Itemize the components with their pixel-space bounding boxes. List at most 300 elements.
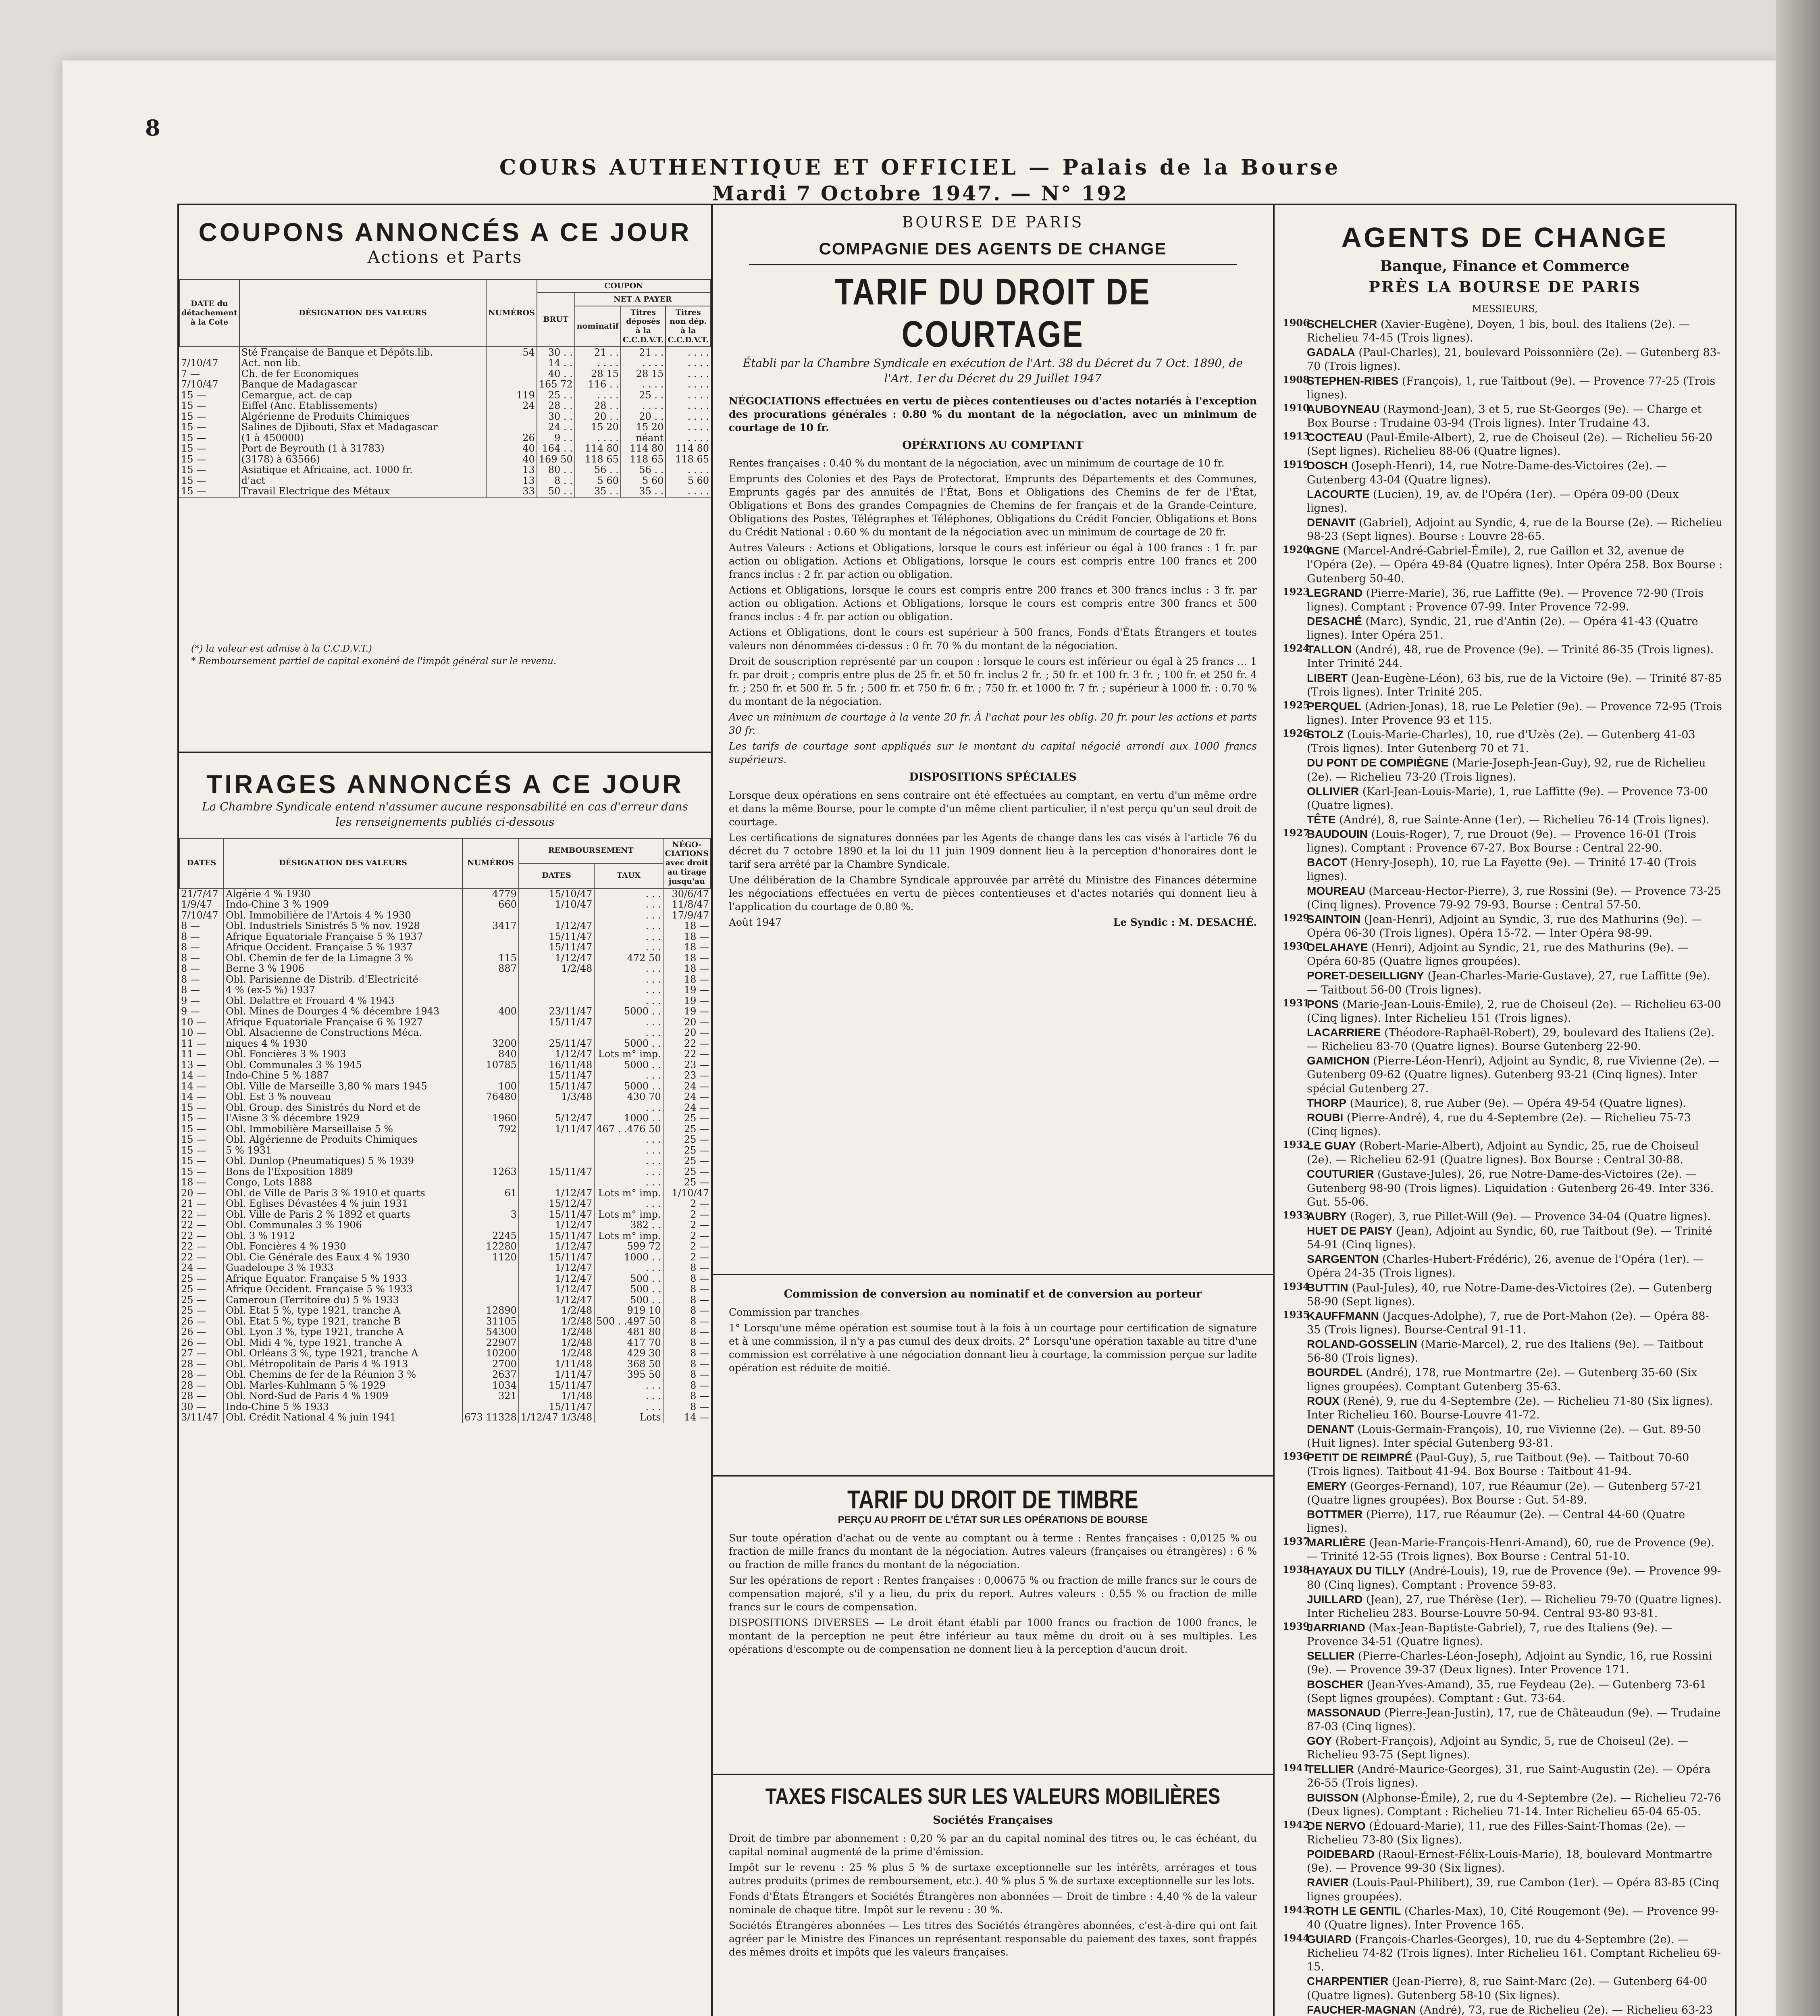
agent-details: (Henri), Adjoint au Syndic, 21, rue des Mathurins (9e). — Opéra 60-85 (Quatre lignes groupées). xyxy=(1307,941,1689,968)
agent-details: (Robert-Marie-Albert), Adjoint au Syndic, 25, rue de Choiseul (2e). — Richelieu 62-91 (Quatre lignes). Box Bourse : Central 30-88. xyxy=(1307,1140,1699,1166)
table-cell: 12280 xyxy=(462,1241,519,1252)
table-cell xyxy=(519,996,594,1006)
table-cell: Berne 3 % 1906 xyxy=(224,963,462,974)
table-row xyxy=(179,1177,711,1188)
agent-year: 1925 xyxy=(1283,699,1310,711)
table-cell: 15/11/47 xyxy=(519,1380,594,1391)
table-cell: Obl. Etat 5 %, type 1921, tranche A xyxy=(224,1305,462,1316)
table-cell: 15/11/47 xyxy=(519,1081,594,1092)
agent-entry xyxy=(1283,1507,1723,1535)
agent-name: OLLIVIER xyxy=(1307,785,1359,798)
agent-entry xyxy=(1283,544,1723,585)
agent-year xyxy=(1283,1677,1307,1706)
table-cell: 7/10/47 xyxy=(181,379,218,390)
table-cell: Lots xyxy=(594,1412,663,1423)
agent-year: 1935 xyxy=(1283,1308,1310,1320)
agent-name: DELAHAYE xyxy=(1307,941,1368,954)
table-cell: 25 . . xyxy=(537,390,575,401)
table-cell: 15/11/47 xyxy=(519,931,594,942)
table-cell: 15 — xyxy=(181,400,206,411)
agent-year xyxy=(1283,1592,1307,1620)
agent-entry xyxy=(1283,912,1723,940)
table-cell: 7 — xyxy=(181,368,200,379)
agent-year xyxy=(1283,1224,1307,1252)
agent-name: LIBERT xyxy=(1307,671,1348,684)
table-cell: . . . . xyxy=(621,379,666,390)
table-cell: 17/9/47 xyxy=(663,910,711,921)
agent-year xyxy=(1283,1365,1307,1393)
table-cell: . . . xyxy=(594,1380,663,1391)
agent-entry xyxy=(1283,1252,1723,1280)
agent-name: TALLON xyxy=(1307,643,1352,656)
table-cell: 15 — xyxy=(181,486,206,497)
table-cell: Cemargue, act. de cap xyxy=(239,390,487,401)
table-cell: 8 — xyxy=(181,985,200,996)
table-cell: Obl. Industriels Sinistrés 5 % nov. 1928 xyxy=(224,921,462,931)
agent-year: 1942 xyxy=(1283,1818,1310,1831)
agents-subtitle: PRÈS LA BOURSE DE PARIS xyxy=(1369,278,1641,296)
table-cell: 2 — xyxy=(663,1231,711,1241)
agent-details: (Georges-Fernand), 107, rue Réaumur (2e). — Gutenberg 57-21 (Quatre lignes groupées). Box Bourse : Gut. 54-89. xyxy=(1307,1480,1702,1506)
table-cell: 8 — xyxy=(663,1327,711,1337)
table-cell: . . . xyxy=(594,1198,663,1209)
table-cell: 8 — xyxy=(663,1316,711,1327)
agent-details: (Pierre-Léon-Henri), Adjoint au Syndic, 8, rue Vivienne (2e). — Gutenberg 09-62 (Quatre lignes). Gutenberg 93-21 (Cinq lignes). Inter spécial Gutenberg 27. xyxy=(1307,1055,1720,1095)
table-cell: . . . . xyxy=(621,400,666,411)
table-cell: 28 — xyxy=(181,1391,206,1402)
table-cell: Ch. de fer Economiques xyxy=(239,369,487,379)
table-cell: 5000 . . xyxy=(594,1038,663,1049)
table-cell: 3417 xyxy=(462,921,519,931)
agent-name: RAVIER xyxy=(1307,1876,1349,1889)
table-cell: 31105 xyxy=(462,1316,519,1327)
table-cell: Act. non lib. xyxy=(239,358,487,369)
table-cell: 15 — xyxy=(181,475,206,486)
table-cell: 18 — xyxy=(181,1177,206,1188)
table-row xyxy=(179,1060,711,1070)
agent-year: 1933 xyxy=(1283,1209,1310,1221)
agent-name: BUISSON xyxy=(1307,1791,1358,1804)
agent-details: (André-Maurice-Georges), 31, rue Saint-Augustin (2e). — Opéra 26-55 (Trois lignes). xyxy=(1307,1763,1711,1790)
table-cell xyxy=(462,985,519,996)
table-cell: . . . . xyxy=(666,369,711,379)
table-cell: (3178) à 63566) xyxy=(239,454,487,465)
table-cell xyxy=(462,1295,519,1306)
table-row xyxy=(179,390,711,401)
table-cell: 22 — xyxy=(181,1220,206,1231)
table-cell: 1/11/47 xyxy=(519,1124,594,1135)
agent-entry xyxy=(1283,1281,1723,1309)
table-cell: Obl. Dunlop (Pneumatiques) 5 % 1939 xyxy=(224,1156,462,1166)
table-cell: 5 60 xyxy=(621,475,666,486)
agent-details: (Lucien), 19, av. de l'Opéra (1er). — Opéra 09-00 (Deux lignes). xyxy=(1307,488,1679,514)
table-cell: 2637 xyxy=(462,1369,519,1380)
comptant-item: Autres Valeurs : Actions et Obligations, lorsque le cours est inférieur ou égal à 100 francs : 1 fr. par action ou obligation. Actions et Obligations, lorsque le cours est compris entre 100 francs et 200 francs inclus : 2 fr. par action ou obligation. xyxy=(729,542,1257,581)
table-cell: . . . xyxy=(594,888,663,900)
table-cell xyxy=(462,1017,519,1028)
table-cell: 13 — xyxy=(181,1059,206,1070)
table-cell: 1/12/47 xyxy=(519,1049,594,1060)
col-header: NUMÉROS xyxy=(486,279,537,347)
agent-entry xyxy=(1283,586,1723,614)
agent-name: PORET-DESEILLIGNY xyxy=(1307,969,1424,982)
table-cell: Obl. Nord-Sud de Paris 4 % 1909 xyxy=(224,1391,462,1402)
agent-details: (André), 48, rue de Provence (9e). — Trinité 86-35 (Trois lignes). Inter Trinité 244. xyxy=(1307,644,1714,670)
table-row xyxy=(179,963,711,974)
agent-name: SARGENTON xyxy=(1307,1253,1379,1266)
coupons-title: COUPONS ANNONCÉS A CE JOUR xyxy=(198,218,692,247)
table-row xyxy=(179,1327,711,1337)
table-cell: . . . xyxy=(594,1156,663,1166)
table-cell xyxy=(462,1134,519,1145)
tarif-subtitle: Établi par la Chambre Syndicale en exécution de l'Art. 38 du Décret du 7 Oct. 1890, de l'Art. 1er du Décret du 29 Juillet 1947 xyxy=(743,356,1243,385)
timbre-section xyxy=(713,1475,1273,1658)
table-cell: 26 — xyxy=(181,1316,206,1327)
fiscal-item: Impôt sur le revenu : 25 % plus 5 % de surtaxe exceptionnelle sur les intérêts, arrérages et tous autres produits (primes de remboursement, etc.). 40 % plus 5 % de surtaxe exceptionnelle sur les lots. xyxy=(729,1861,1257,1887)
agent-name: MOUREAU xyxy=(1307,884,1365,897)
col-header: REMBOURSEMENT xyxy=(519,838,663,863)
agent-name: DE NERVO xyxy=(1307,1819,1366,1832)
col-header: DÉSIGNATION DES VALEURS xyxy=(239,279,487,347)
comptant-item: Rentes françaises : 0.40 % du montant de la négociation, avec un minimum de courtage de 10 fr. xyxy=(729,457,1225,469)
table-cell: 15 — xyxy=(181,454,206,465)
table-cell: . . . . xyxy=(575,390,621,401)
table-cell: 14 . . xyxy=(537,358,575,369)
table-cell xyxy=(462,1220,519,1231)
table-cell: 22907 xyxy=(462,1337,519,1348)
table-cell xyxy=(462,1027,519,1038)
table-cell: 5000 . . xyxy=(594,1081,663,1092)
table-cell: 500 . .497 50 xyxy=(594,1316,663,1327)
table-cell: 1/12/47 xyxy=(519,1284,594,1295)
table-cell: (1 à 450000) xyxy=(239,433,487,444)
table-row xyxy=(179,1145,711,1156)
agent-year xyxy=(1283,1167,1307,1209)
table-cell: 8 — xyxy=(181,931,200,942)
agent-name: HAYAUX DU TILLY xyxy=(1307,1564,1406,1577)
agent-year xyxy=(1283,1337,1307,1365)
agent-details: (Jean-Charles-Marie-Gustave), 27, rue Laffitte (9e). — Taitbout 56-00 (Trois lignes). xyxy=(1307,970,1710,996)
agent-name: LE GUAY xyxy=(1307,1139,1356,1152)
table-cell: . . . xyxy=(594,963,663,974)
table-cell: 25 — xyxy=(181,1284,206,1295)
table-row xyxy=(179,1295,711,1306)
table-cell: 15 — xyxy=(181,411,206,422)
table-cell xyxy=(462,1156,519,1166)
table-cell: 54 xyxy=(486,347,537,358)
table-cell: Afrique Equatoriale Française 5 % 1937 xyxy=(224,931,462,942)
agent-details: (Maurice), 8, rue Auber (9e). — Opéra 49-54 (Quatre lignes). xyxy=(1350,1097,1687,1110)
table-cell: 430 70 xyxy=(594,1091,663,1102)
agent-year: 1944 xyxy=(1283,1932,1310,1944)
agent-entry xyxy=(1283,756,1723,784)
col-header: TAUX xyxy=(594,863,663,888)
table-cell: 1/1/48 xyxy=(519,1391,594,1402)
table-cell: 15 — xyxy=(181,1113,206,1124)
table-cell: 8 — xyxy=(181,974,200,985)
table-cell: 5000 . . xyxy=(594,1006,663,1017)
table-cell: 919 10 xyxy=(594,1305,663,1316)
agent-year xyxy=(1283,1025,1307,1054)
tirages-section xyxy=(179,752,711,1423)
table-cell: 8 — xyxy=(663,1348,711,1359)
table-cell: Lots m° imp. xyxy=(594,1231,663,1241)
table-row xyxy=(179,1049,711,1060)
agent-year xyxy=(1283,614,1307,642)
agent-details: (Marc), Syndic, 21, rue d'Antin (2e). — Opéra 41-43 (Quatre lignes). Inter Opéra 251. xyxy=(1307,615,1698,642)
table-cell: 28 — xyxy=(181,1369,206,1380)
table-row xyxy=(179,422,711,433)
table-row xyxy=(179,1391,711,1402)
table-cell: 20 — xyxy=(181,1187,206,1199)
table-cell: Obl. Cie Générale des Eaux 4 % 1930 xyxy=(224,1252,462,1263)
agent-details: (Pierre-Charles-Léon-Joseph), Adjoint au Syndic, 16, rue Rossini (9e). — Provence 39-37 (Deux lignes). Inter Provence 171. xyxy=(1307,1650,1712,1677)
table-cell: 26 — xyxy=(181,1327,206,1337)
agent-name: SCHELCHER xyxy=(1307,318,1377,330)
agent-entry xyxy=(1283,1904,1723,1932)
table-cell: 24 — xyxy=(663,1102,711,1113)
table-cell: 15 20 xyxy=(575,422,621,433)
agent-year xyxy=(1283,671,1307,699)
agent-entry xyxy=(1283,345,1723,373)
table-cell: . . . xyxy=(594,974,663,985)
agent-name: AUBOYNEAU xyxy=(1307,402,1380,415)
table-cell: 8 — xyxy=(181,942,200,953)
table-cell: 1/2/48 xyxy=(519,1305,594,1316)
agent-year xyxy=(1283,345,1307,373)
table-cell: 119 xyxy=(486,390,537,401)
table-cell: Obl. Orléans 3 %, type 1921, tranche A xyxy=(224,1348,462,1359)
table-cell: 15 — xyxy=(181,1156,206,1166)
agent-details: (André), 73, rue de Richelieu (2e). — Richelieu 63-23 xyxy=(1419,2004,1713,2016)
table-cell xyxy=(462,996,519,1006)
table-cell: 14 — xyxy=(663,1412,711,1423)
agent-name: STOLZ xyxy=(1307,728,1344,741)
table-cell xyxy=(486,369,537,379)
company-name: COMPAGNIE DES AGENTS DE CHANGE xyxy=(819,239,1167,258)
table-cell: 30 . . xyxy=(537,347,575,358)
agent-name: PERQUEL xyxy=(1307,700,1362,712)
agent-year: 1913 xyxy=(1283,430,1310,442)
table-cell: 472 50 xyxy=(594,953,663,964)
table-cell: 2 — xyxy=(663,1241,711,1252)
col-header: COUPON xyxy=(537,279,711,293)
agent-entry xyxy=(1283,1847,1723,1875)
agent-details: (Paul-Jules), 40, rue Notre-Dame-des-Victoires (2e). — Gutenberg 58-90 (Sept lignes). xyxy=(1307,1281,1712,1308)
table-cell: 15/11/47 xyxy=(519,1209,594,1220)
dispositions-item: Lorsque deux opérations en sens contraire ont été effectuées au comptant, en vertu d'un même ordre et dans la même Bourse, pour le compte d'un même client particulier, il n'est perçu qu'un seul droit de courtage. xyxy=(729,789,1257,828)
agent-details: (Jean), 27, rue Thérèse (1er). — Richelieu 79-70 (Quatre lignes). Inter Richelieu 283. Bourse-Louvre 50-94. Central 93-80 93-81. xyxy=(1307,1593,1722,1620)
table-cell: 25 — xyxy=(663,1145,711,1156)
table-row xyxy=(179,1380,711,1391)
agent-details: (François-Charles-Georges), 10, rue du 4-Septembre (2e). — Richelieu 74-82 (Trois lignes). Inter Richelieu 161. Comptant Richelieu 69-15. xyxy=(1307,1933,1721,1974)
messieurs-label: MESSIEURS, xyxy=(1472,303,1538,314)
table-row xyxy=(179,1305,711,1316)
table-cell: 673 11328 xyxy=(462,1412,519,1423)
table-cell: 118 65 xyxy=(621,454,666,465)
table-cell: 22 — xyxy=(181,1230,206,1241)
table-row xyxy=(179,1102,711,1113)
agent-entry xyxy=(1283,487,1723,515)
table-cell: 26 xyxy=(486,433,537,444)
table-cell xyxy=(462,931,519,942)
agent-details: (Jean-Henri), Adjoint au Syndic, 3, rue des Mathurins (9e). — Opéra 06-30 (Trois lignes). Opéra 15-72. — Inter Opéra 98-99. xyxy=(1307,913,1702,940)
table-row xyxy=(179,1412,711,1423)
agent-details: (Louis-Germain-François), 10, rue Vivienne (2e). — Gut. 89-50 (Huit lignes). Inter spécial Gutenberg 93-81. xyxy=(1307,1423,1701,1450)
table-row xyxy=(179,358,711,369)
agent-year: 1936 xyxy=(1283,1450,1310,1462)
tirages-subtitle: La Chambre Syndicale entend n'assumer aucune responsabilité en cas d'erreur dans les renseignements publiés ci-dessous xyxy=(202,800,688,829)
table-cell: . . . xyxy=(594,1145,663,1156)
table-cell: . . . . xyxy=(666,400,711,411)
agent-entry xyxy=(1283,374,1723,402)
agent-year xyxy=(1283,1252,1307,1280)
table-row xyxy=(179,953,711,964)
agent-details: (Marceau-Hector-Pierre), 3, rue Rossini (9e). — Provence 73-25 (Cinq lignes). Provence 79-92 79-93. Bourse : Central 57-50. xyxy=(1307,885,1721,911)
agent-entry xyxy=(1283,968,1723,997)
table-row xyxy=(179,996,711,1006)
agent-entry xyxy=(1283,1167,1723,1209)
table-cell: 30/6/47 xyxy=(663,888,711,900)
agent-entry xyxy=(1283,1564,1723,1592)
table-cell: . . . xyxy=(594,1402,663,1412)
agent-year xyxy=(1283,1649,1307,1677)
table-cell: 5 60 xyxy=(575,475,621,486)
agent-details: (Karl-Jean-Louis-Marie), 1, rue Laffitte (9e). — Provence 73-00 (Quatre lignes). xyxy=(1307,785,1708,812)
agent-details: (Alphonse-Émile), 2, rue du 4-Septembre (2e). — Richelieu 72-76 (Deux lignes). Comptant : Richelieu 71-14. Inter Richelieu 65-04 65-05. xyxy=(1307,1791,1721,1818)
agent-name: POIDEBARD xyxy=(1307,1848,1375,1861)
agent-entry xyxy=(1283,1620,1723,1649)
table-row xyxy=(179,1113,711,1124)
agent-year xyxy=(1283,1734,1307,1762)
col-header: Titres non dép. à la C.C.D.V.T. xyxy=(666,306,711,347)
agent-details: (Jean-Eugène-Léon), 63 bis, rue de la Victoire (9e). — Trinité 87-85 (Trois lignes). Inter Trinité 205. xyxy=(1307,672,1722,698)
coupons-note: (*) la valeur est admise à la C.C.D.V.T.) xyxy=(191,643,372,654)
table-cell: Indo-Chine 3 % 1909 xyxy=(224,899,462,910)
table-cell: Afrique Equator. Française 5 % 1933 xyxy=(224,1273,462,1284)
table-cell xyxy=(462,1177,519,1188)
table-cell: 15 — xyxy=(181,422,206,433)
table-cell: 20 . . xyxy=(575,411,621,422)
table-cell: 15 — xyxy=(181,1145,206,1156)
agent-name: BOSCHER xyxy=(1307,1678,1364,1691)
table-cell: 20 — xyxy=(663,1017,711,1028)
agent-entry xyxy=(1283,1734,1723,1762)
table-row xyxy=(179,921,711,931)
table-row xyxy=(179,1273,711,1284)
agent-year: 1924 xyxy=(1283,642,1310,654)
table-cell: 15/11/47 xyxy=(519,1017,594,1028)
table-cell: . . . . xyxy=(666,486,711,497)
table-cell: Eiffel (Anc. Etablissements) xyxy=(239,400,487,411)
agent-details: (Paul-Charles), 21, boulevard Poissonnière (2e). — Gutenberg 83-70 (Trois lignes). xyxy=(1307,346,1720,373)
table-cell: Obl. Parisienne de Distrib. d'Electricité xyxy=(224,974,462,985)
agent-entry xyxy=(1283,1932,1723,1974)
table-cell: 1/12/47 xyxy=(519,1188,594,1199)
table-cell: 2245 xyxy=(462,1231,519,1241)
table-cell xyxy=(519,1027,594,1038)
table-cell: . . . xyxy=(594,1134,663,1145)
bourse-kicker: BOURSE DE PARIS xyxy=(902,213,1084,231)
table-cell: Bons de l'Exposition 1889 xyxy=(224,1166,462,1177)
agent-entry xyxy=(1283,1110,1723,1139)
col-header: NET A PAYER xyxy=(575,293,711,306)
table-cell: 500 . . xyxy=(594,1273,663,1284)
agent-name: HUET DE PAISY xyxy=(1307,1225,1393,1237)
table-cell: 24 — xyxy=(663,1091,711,1102)
agent-year: 1910 xyxy=(1283,402,1310,414)
table-cell: Lots m° imp. xyxy=(594,1188,663,1199)
agent-details: (Robert-François), Adjoint au Syndic, 5, rue de Choiseul (2e). — Richelieu 93-75 (Sept lignes). xyxy=(1307,1735,1688,1762)
table-cell: Obl. Alsacienne de Constructions Méca. xyxy=(224,1027,462,1038)
table-cell: 4 % (ex-5 %) 1937 xyxy=(224,985,462,996)
agent-entry xyxy=(1283,1649,1723,1677)
table-cell: 1/12/47 xyxy=(519,921,594,931)
table-cell: 25 — xyxy=(181,1305,206,1316)
table-row xyxy=(179,1359,711,1370)
table-cell: 8 . . xyxy=(537,475,575,486)
table-cell xyxy=(462,1070,519,1081)
table-cell: 19 — xyxy=(663,985,711,996)
table-cell: 15/11/47 xyxy=(519,1070,594,1081)
agent-year: 1929 xyxy=(1283,912,1310,924)
table-cell: . . . xyxy=(594,1027,663,1038)
table-cell: 100 xyxy=(462,1081,519,1092)
table-cell: 1/11/47 xyxy=(519,1369,594,1380)
table-cell: 500 . . xyxy=(594,1284,663,1295)
agent-name: COUTURIER xyxy=(1307,1168,1374,1181)
table-cell: . . . . xyxy=(621,358,666,369)
table-row xyxy=(179,1316,711,1327)
agent-year xyxy=(1283,515,1307,544)
coupons-subtitle: Actions et Parts xyxy=(367,247,523,267)
agent-details: (Louis-Marie-Charles), 10, rue d'Uzès (2e). — Gutenberg 41-03 (Trois lignes). Inter Gutenberg 70 et 71. xyxy=(1307,729,1695,755)
table-row xyxy=(179,899,711,910)
table-cell: 1/9/47 xyxy=(181,899,212,910)
table-row xyxy=(179,1027,711,1038)
table-row xyxy=(179,411,711,422)
coupons-section xyxy=(179,217,711,668)
agent-name: ROTH LE GENTIL xyxy=(1307,1904,1401,1917)
table-cell: 887 xyxy=(462,963,519,974)
agent-details: (Pierre-Marie), 36, rue Laffitte (9e). — Provence 72-90 (Trois lignes). Comptant : Provence 07-99. Inter Provence 72-99. xyxy=(1307,587,1704,613)
table-cell: 164 . . xyxy=(537,443,575,454)
table-cell xyxy=(519,1177,594,1188)
agent-details: (Jean-Pierre), 8, rue Saint-Marc (2e). — Gutenberg 64-00 (Quatre lignes). Gutenberg 58-10 (Six lignes). xyxy=(1307,1975,1708,2002)
agents-list xyxy=(1275,317,1735,2016)
table-cell: . . . . xyxy=(666,379,711,390)
table-cell: Obl. Lyon 3 %, type 1921, tranche A xyxy=(224,1327,462,1337)
table-cell: Obl. Immobilière Marseillaise 5 % xyxy=(224,1124,462,1135)
agent-entry xyxy=(1283,1139,1723,1167)
col-header: nominatif xyxy=(575,306,621,347)
agent-year: 1930 xyxy=(1283,940,1310,952)
syndic-signature: Le Syndic : M. DESACHÉ. xyxy=(1113,916,1257,928)
table-cell: . . . . xyxy=(575,358,621,369)
table-cell: 30 . . xyxy=(537,411,575,422)
agent-name: SAINTOIN xyxy=(1307,912,1361,925)
table-cell: 15 — xyxy=(181,1123,206,1135)
table-cell: 56 . . xyxy=(575,464,621,475)
table-cell: Algérienne de Produits Chimiques xyxy=(239,411,487,422)
tirages-title: TIRAGES ANNONCÉS A CE JOUR xyxy=(206,770,684,799)
table-cell: 2 — xyxy=(663,1252,711,1263)
conversion-section xyxy=(713,1274,1273,1377)
table-cell: 115 xyxy=(462,953,519,964)
fiscal-item: Fonds d'États Étrangers et Sociétés Étrangères non abonnées — Droit de timbre : 4,40 % de la valeur nominale de chaque titre. Impôt sur le revenu : 30 %. xyxy=(729,1890,1257,1916)
agent-details: (Gustave-Jules), 26, rue Notre-Dame-des-Victoires (2e). — Gutenberg 98-90 (Trois lignes). Liquidation : Gutenberg 26-49. Inter 336. Gut. 55-06. xyxy=(1307,1168,1714,1208)
table-cell: 5 60 xyxy=(666,475,711,486)
